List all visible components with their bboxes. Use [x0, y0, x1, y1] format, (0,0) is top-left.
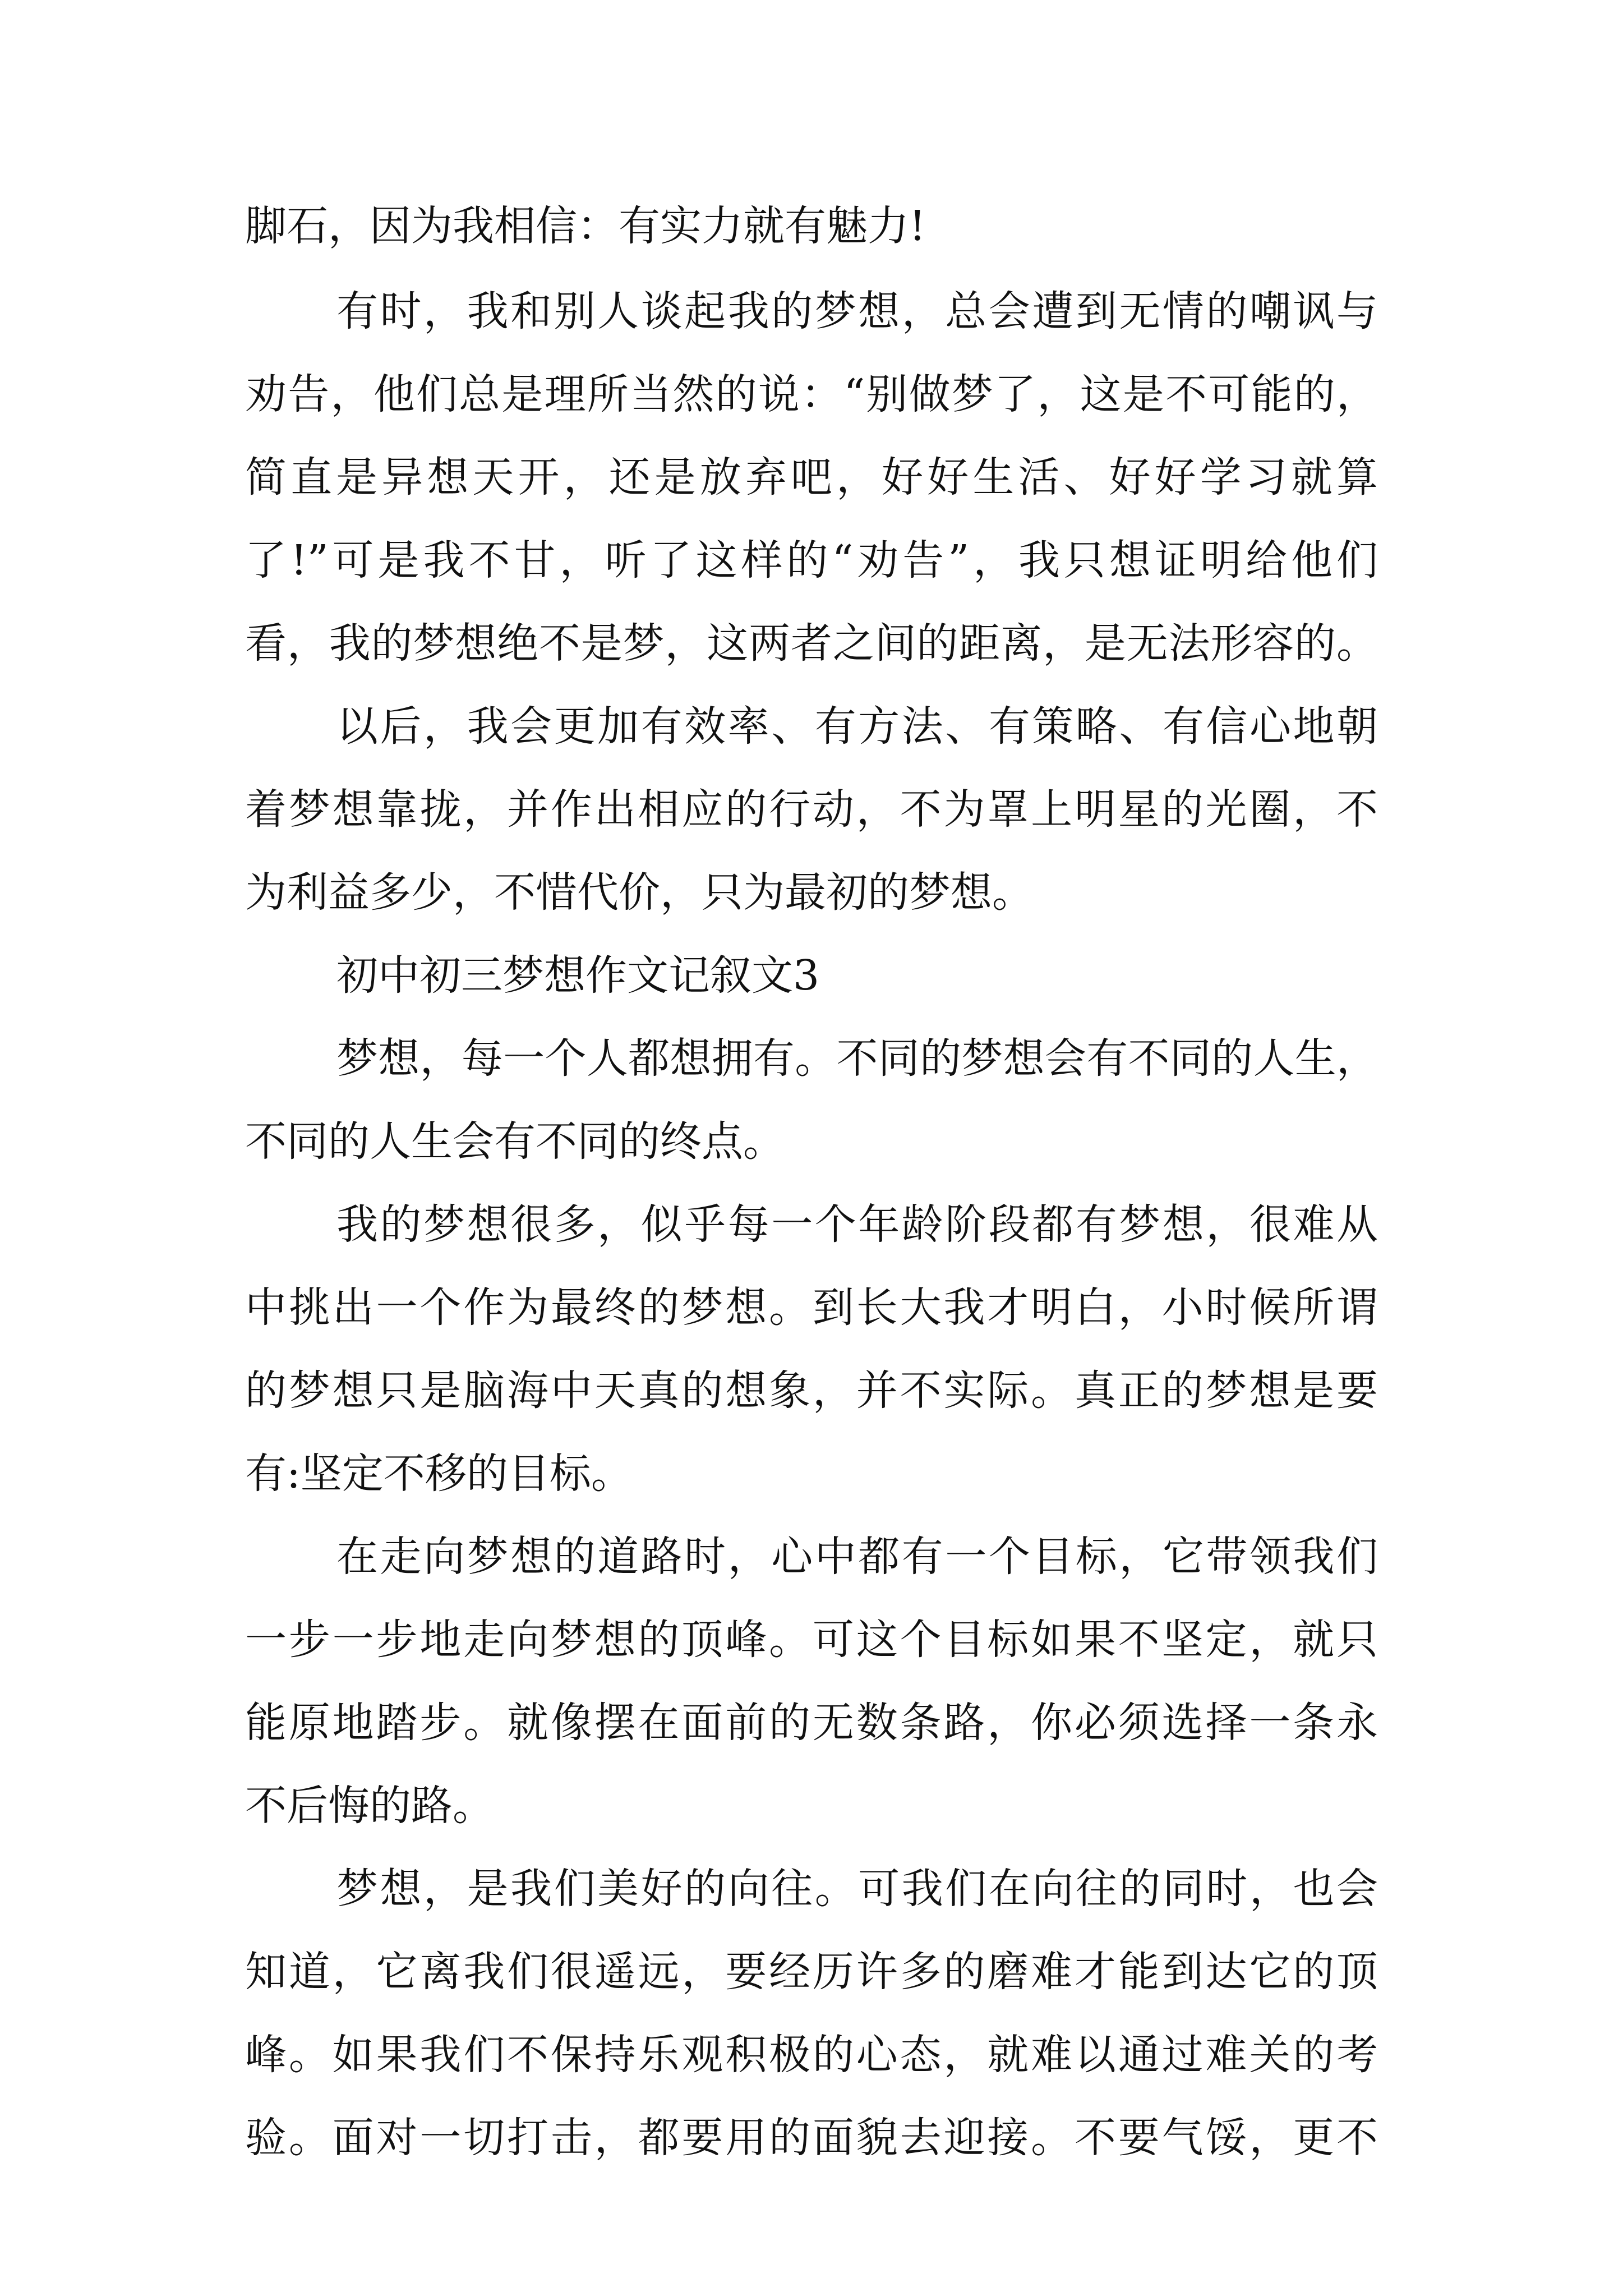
text-line: 着梦想靠拢，并作出相应的行动，不为罩上明星的光圈，不: [245, 785, 1378, 834]
text-line: 看，我的梦想绝不是梦，这两者之间的距离，是无法形容的。: [245, 619, 1378, 668]
text-line: 了!”可是我不甘，听了这样的“劝告”，我只想证明给他们: [245, 536, 1378, 585]
text-line: 在走向梦想的道路时，心中都有一个目标，它带领我们: [336, 1533, 1378, 1581]
text-line: 峰。如果我们不保持乐观积极的心态，就难以通过难关的考: [245, 2031, 1378, 2079]
section-heading: 初中初三梦想作文记叙文3: [336, 951, 820, 1000]
text-line: 梦想，每一个人都想拥有。不同的梦想会有不同的人生，: [336, 1034, 1378, 1083]
text-line: 不后悔的路。: [245, 1782, 494, 1830]
text-line: 我的梦想很多，似乎每一个年龄阶段都有梦想，很难从: [336, 1200, 1378, 1249]
text-line: 验。面对一切打击，都要用的面貌去迎接。不要气馁，更不: [245, 2114, 1378, 2162]
text-line: 有:坚定不移的目标。: [245, 1450, 633, 1498]
text-line: 有时，我和别人谈起我的梦想，总会遭到无情的嘲讽与: [336, 287, 1378, 335]
text-line: 为利益多少，不惜代价，只为最初的梦想。: [245, 868, 1034, 917]
text-line: 一步一步地走向梦想的顶峰。可这个目标如果不坚定，就只: [245, 1616, 1378, 1664]
text-line: 知道，它离我们很遥远，要经历许多的磨难才能到达它的顶: [245, 1948, 1378, 1996]
text-line: 脚石，因为我相信：有实力就有魅力!: [245, 202, 926, 250]
text-line: 能原地踏步。就像摆在面前的无数条路，你必须选择一条永: [245, 1699, 1378, 1747]
text-line: 的梦想只是脑海中天真的想象，并不实际。真正的梦想是要: [245, 1366, 1378, 1415]
text-line: 简直是异想天开，还是放弃吧，好好生活、好好学习就算: [245, 453, 1378, 501]
text-line: 劝告，他们总是理所当然的说：“别做梦了，这是不可能的，: [245, 370, 1378, 418]
text-line: 中挑出一个作为最终的梦想。到长大我才明白，小时候所谓: [245, 1283, 1378, 1332]
text-line: 不同的人生会有不同的终点。: [245, 1117, 785, 1166]
text-line: 以后，我会更加有效率、有方法、有策略、有信心地朝: [336, 702, 1378, 751]
text-line: 梦想，是我们美好的向往。可我们在向往的同时，也会: [336, 1865, 1378, 1913]
